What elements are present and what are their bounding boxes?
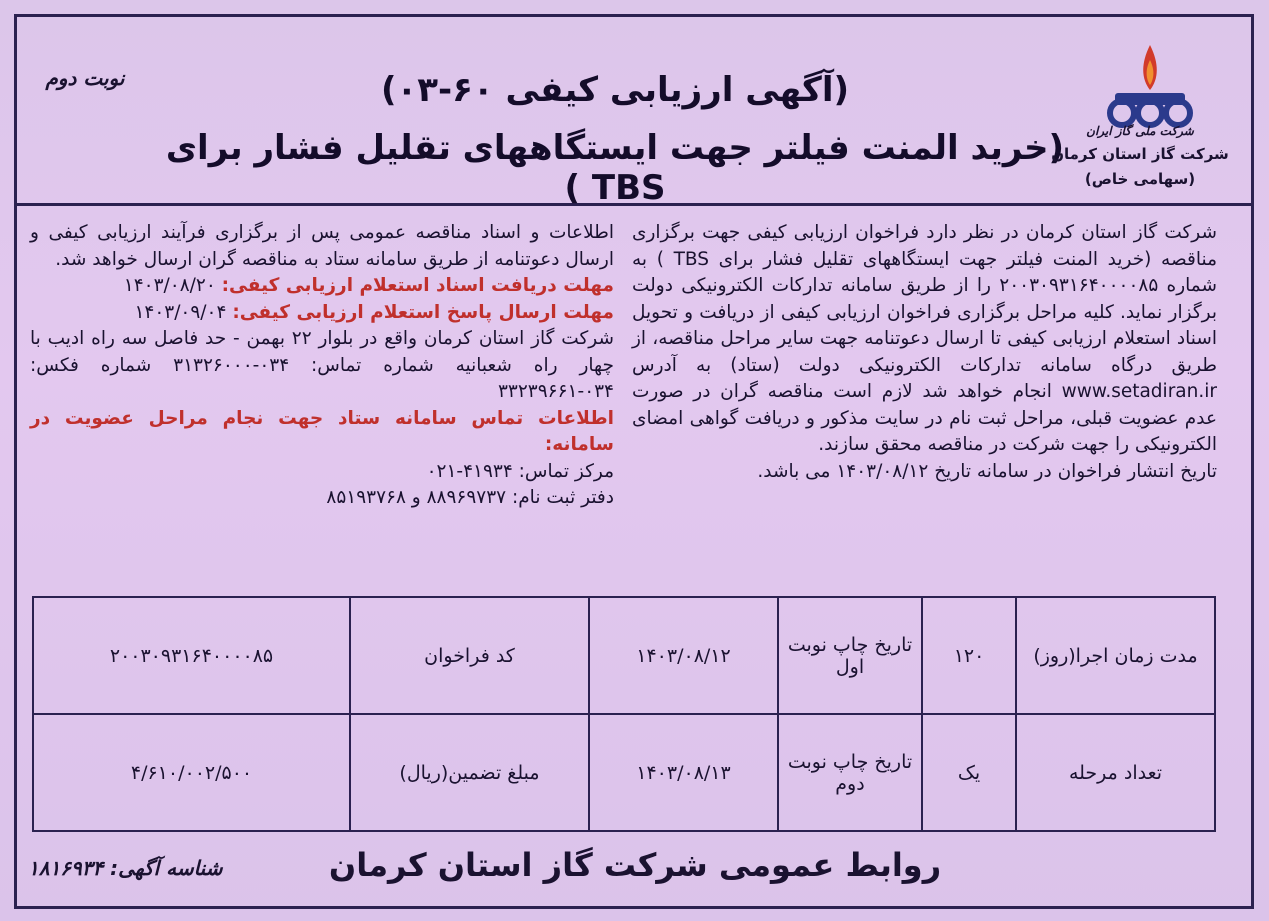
table-cell: تاریخ چاپ نوبت دوم [778, 714, 922, 831]
registration-office: دفتر ثبت نام: ۸۸۹۶۹۷۳۷ و ۸۵۱۹۳۷۶۸ [326, 487, 614, 508]
intro-text: اطلاعات و اسناد مناقصه عمومی پس از برگزاری فرآیند ارزیابی کیفی و ارسال دعوتنامه از طریق سامانه ستاد به مناقصه گران ارسال خواهد شد. [30, 222, 614, 270]
table-cell: تاریخ چاپ نوبت اول [778, 597, 922, 714]
ad-subtitle: (خرید المنت فیلتر جهت ایستگاههای تقلیل فشار برای TBS ) [165, 128, 1065, 208]
contact-heading: اطلاعات تماس سامانه ستاد جهت نجام مراحل عضویت در سامانه: [30, 407, 614, 455]
table-cell: مدت زمان اجرا(روز) [1016, 597, 1215, 714]
announcement-body [632, 220, 1217, 485]
table-cell: ۱۴۰۳/۰۸/۱۲ [589, 597, 778, 714]
deadline-receive-label: مهلت دریافت اسناد استعلام ارزیابی کیفی: [221, 275, 614, 296]
table-cell: مبلغ تضمین(ریال) [350, 714, 589, 831]
table-row [33, 597, 1215, 714]
tender-info-table [32, 596, 1216, 832]
company-name: شرکت گاز استان کرمان [1051, 145, 1229, 163]
logo-tagline: شرکت ملی گاز ایران [1086, 124, 1194, 138]
contact-center: مرکز تماس: ۴۱۹۳۴-۰۲۱ [426, 460, 614, 482]
table-cell: ۲۰۰۳۰۹۳۱۶۴۰۰۰۰۸۵ [33, 597, 350, 714]
publish-date: تاریخ انتشار فراخوان در سامانه تاریخ ۱۴۰۳/۰۸/۱۲ می باشد. [757, 460, 1217, 482]
table-row [33, 714, 1215, 831]
ad-title: (آگهی ارزیابی کیفی ۶۰-۰۳) [380, 70, 850, 110]
deadline-receive-value: ۱۴۰۳/۰۸/۲۰ [123, 275, 216, 296]
deadline-send-value: ۱۴۰۳/۰۹/۰۴ [134, 301, 227, 323]
footer-signature: روابط عمومی شرکت گاز استان کرمان [328, 846, 942, 884]
table-cell: ۱۲۰ [922, 597, 1016, 714]
company-type: (سهامی خاص) [1084, 170, 1196, 188]
deadline-receive [30, 273, 614, 300]
turn-label: نوبت دوم [45, 66, 125, 90]
table-cell: تعداد مرحله [1016, 714, 1215, 831]
table-cell: ۴/۶۱۰/۰۰۲/۵۰۰ [33, 714, 350, 831]
ad-id: شناسه آگهی: ۱۸۱۶۹۳۴ [28, 856, 223, 880]
table-cell: کد فراخوان [350, 597, 589, 714]
table-cell: ۱۴۰۳/۰۸/۱۳ [589, 714, 778, 831]
announcement-paragraph: شرکت گاز استان کرمان در نظر دارد فراخوان ارزیابی کیفی جهت برگزاری مناقصه (خرید المنت فیلتر جهت ایستگاههای تقلیل فشار برای TBS ) به شماره ۲۰۰۳۰۹۳۱۶۴۰۰۰۰۸۵ را از طریق سامانه تدارکات الکترونیکی دولت برگزار نماید. کلیه مراحل برگزاری فراخوان ارزیابی کیفی از دریافت و تحویل اسناد استعلام ارزیابی کیفی تا ارسال دعوتنامه جهت سایر مراحل مناقصه، از طریق درگاه سامانه تدارکات الکترونیکی دولت (ستاد) به آدرس www.setadiran.ir انجام خواهد شد لازم است مناقصه گران در صورت عدم عضویت قبلی، مراحل ثبت نام در سایت مذکور و دریافت گواهی امضای الکترونیکی را جهت شرکت در مناقصه محقق سازند. [632, 222, 1217, 455]
company-address: شرکت گاز استان کرمان واقع در بلوار ۲۲ بهمن - حد فاصل سه راه ادیب با چهار راه شعبانیه شماره تماس: ۰۳۴-۳۱۳۲۶۰۰۰ شماره فکس: ۰۳۴-۳۳۲۳۹۶۶۱ [30, 328, 614, 402]
details-column [30, 220, 614, 512]
deadline-send-label: مهلت ارسال پاسخ استعلام ارزیابی کیفی: [232, 301, 614, 323]
table-cell: یک [922, 714, 1016, 831]
deadline-send [30, 300, 614, 327]
